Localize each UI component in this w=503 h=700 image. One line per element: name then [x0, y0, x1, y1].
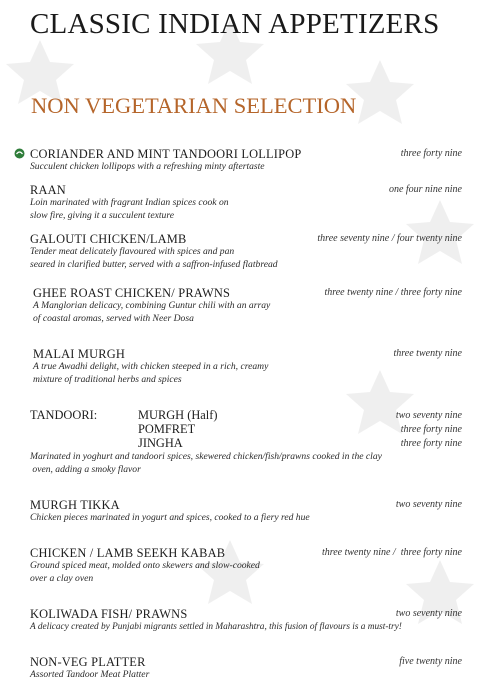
menu-item	[30, 232, 462, 271]
item-price: three forty nine	[400, 148, 462, 159]
item-price: three twenty nine / three forty nine	[321, 547, 462, 558]
menu-item	[30, 546, 462, 585]
menu-item	[30, 607, 462, 634]
tandoori-sub-price: two seventy nine	[395, 410, 462, 421]
item-price: two seventy nine	[395, 608, 462, 619]
item-description: mixture of traditional herbs and spices	[33, 373, 182, 385]
item-price: two seventy nine	[395, 499, 462, 510]
item-description: Ground spiced meat, molded onto skewers and slow-cooked	[30, 560, 260, 571]
item-description: Succulent chicken lollipops with a refreshing minty aftertaste	[30, 161, 265, 172]
tandoori-sub-price: three forty nine	[400, 438, 462, 449]
item-price: five twenty nine	[399, 656, 462, 667]
tandoori-sub-price: three forty nine	[400, 424, 462, 435]
item-price: one four nine nine	[388, 184, 462, 195]
item-description: Assorted Tandoor Meat Platter	[30, 669, 150, 680]
item-description: oven, adding a smoky flavor	[30, 463, 141, 475]
item-description: of coastal aromas, served with Neer Dosa	[33, 312, 194, 324]
menu-item	[30, 347, 462, 386]
item-price: three twenty nine	[393, 348, 462, 359]
item-name: KOLIWADA FISH/ PRAWNS	[30, 607, 188, 621]
item-name: GALOUTI CHICKEN/LAMB	[30, 232, 187, 246]
menu-item	[30, 183, 462, 222]
tandoori-label: TANDOORI:	[30, 408, 98, 422]
menu-item	[30, 147, 462, 174]
item-price: three twenty nine / three forty nine	[324, 287, 462, 298]
menu-item	[30, 655, 462, 682]
item-description: A true Awadhi delight, with chicken steeped in a rich, creamy	[33, 361, 269, 372]
tandoori-sub-name: POMFRET	[138, 422, 196, 436]
item-description: seared in clarified butter, served with a saffron-infused flatbread	[30, 258, 278, 270]
section-title: NON VEGETARIAN SELECTION	[31, 93, 357, 118]
item-name: MALAI MURGH	[33, 347, 126, 361]
menu-item	[30, 498, 462, 525]
item-description: over a clay oven	[30, 572, 94, 584]
item-name: RAAN	[30, 183, 66, 197]
item-description: A delicacy created by Punjabi migrants settled in Maharashtra, this fusion of flavours is a must-try!	[30, 622, 402, 632]
item-description: A Manglorian delicacy, combining Guntur chili with an array	[33, 300, 271, 311]
item-name: CHICKEN / LAMB SEEKH KABAB	[30, 546, 226, 560]
tandoori-sub-name: MURGH (Half)	[138, 408, 218, 422]
tandoori-item	[30, 408, 462, 478]
item-name: CORIANDER AND MINT TANDOORI LOLLIPOP	[30, 147, 302, 161]
item-description: slow fire, giving it a succulent texture	[30, 209, 174, 221]
menu-item	[30, 286, 462, 325]
item-description: Loin marinated with fragrant Indian spices cook on	[30, 197, 229, 208]
item-description: Marinated in yoghurt and tandoori spices, skewered chicken/fish/prawns cooked in the clay	[30, 451, 382, 462]
item-description: Tender meat delicately flavoured with spices and pan	[30, 246, 235, 257]
item-price: three seventy nine / four twenty nine	[317, 233, 462, 244]
item-name: MURGH TIKKA	[30, 498, 120, 512]
tandoori-sub-name: JINGHA	[138, 436, 183, 450]
item-name: NON-VEG PLATTER	[30, 655, 146, 669]
green-circle-icon	[14, 148, 25, 159]
item-description: Chicken pieces marinated in yogurt and spices, cooked to a fiery red hue	[30, 512, 310, 523]
page-title: CLASSIC INDIAN APPETIZERS	[30, 8, 440, 40]
item-name: GHEE ROAST CHICKEN/ PRAWNS	[33, 286, 231, 300]
